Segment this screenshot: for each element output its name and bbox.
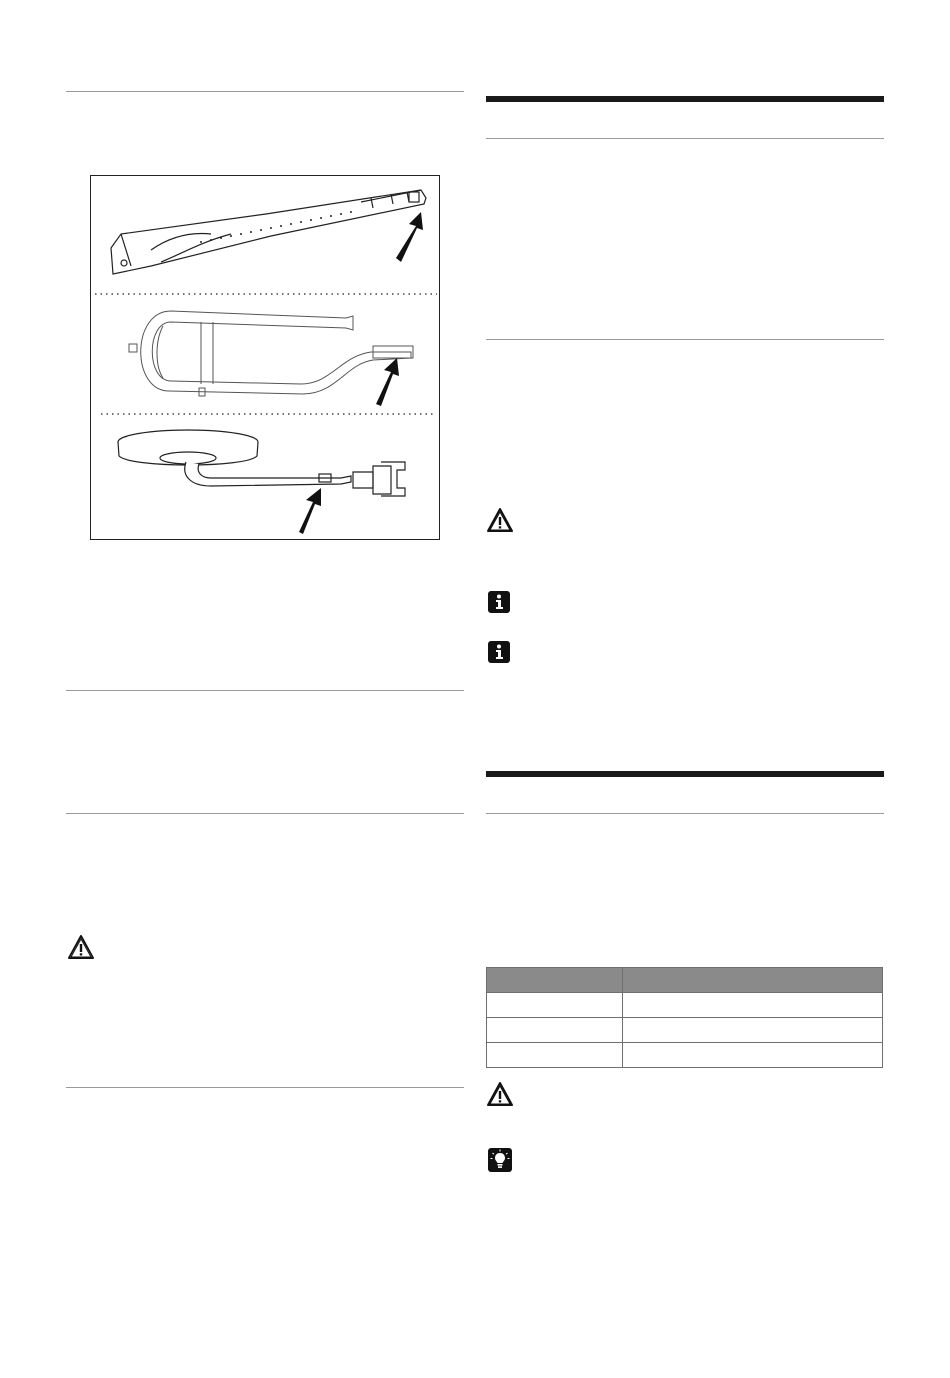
warning-icon <box>67 934 95 960</box>
section-divider <box>486 339 884 340</box>
table-cell <box>487 1043 623 1068</box>
warning-icon <box>486 507 514 533</box>
table-header-cell <box>487 968 623 993</box>
table-cell <box>623 993 883 1018</box>
table-row <box>487 1018 883 1043</box>
burner-figure <box>90 175 440 540</box>
table-header-row <box>487 968 883 993</box>
table-cell <box>487 1018 623 1043</box>
section-heading-bar <box>486 771 884 777</box>
arrow-indicator <box>396 212 423 262</box>
u-shaped-burner <box>129 311 413 396</box>
table-row <box>487 993 883 1018</box>
round-side-burner <box>118 430 405 496</box>
info-icon <box>488 641 510 663</box>
section-divider <box>66 91 464 92</box>
arrow-indicator <box>299 488 321 534</box>
section-divider <box>486 813 884 814</box>
table-cell <box>623 1018 883 1043</box>
section-divider <box>486 138 884 139</box>
table-header-cell <box>623 968 883 993</box>
section-divider <box>66 690 464 691</box>
table-cell <box>623 1043 883 1068</box>
table-row <box>487 1043 883 1068</box>
tip-lightbulb-icon <box>488 1148 512 1172</box>
table-cell <box>487 993 623 1018</box>
section-divider <box>66 1087 464 1088</box>
section-divider <box>66 813 464 814</box>
straight-tube-burner <box>111 190 426 274</box>
spec-table <box>486 967 882 1068</box>
info-icon <box>488 591 510 613</box>
section-heading-bar <box>486 96 884 102</box>
arrow-indicator <box>376 358 399 406</box>
warning-icon <box>486 1081 514 1107</box>
